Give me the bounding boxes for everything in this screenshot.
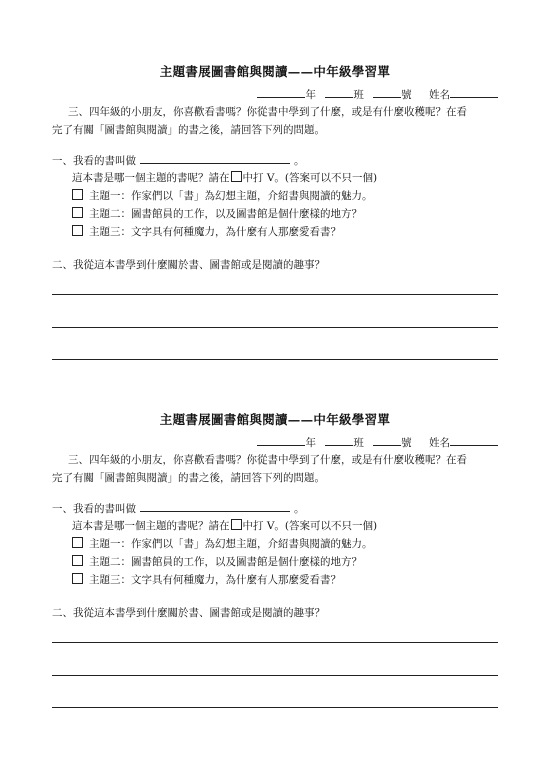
instruction-before: 這本書是哪一個主題的書呢？請在 <box>72 520 230 532</box>
book-title-blank[interactable] <box>140 500 290 512</box>
question-2: 二、我從這本書學到什麼關於書、圖書館或是閱讀的趣事？ <box>52 607 325 619</box>
grade-label: 年 <box>305 437 316 449</box>
grade-label: 年 <box>305 89 316 101</box>
seat-label: 號 <box>401 89 412 101</box>
option-1 <box>72 536 373 551</box>
intro-line-1: 三、四年級的小朋友，你喜歡看書嗎？你從書中學到了什麼，或是有什麼收穫呢？在看 <box>68 106 467 118</box>
seat-label: 號 <box>401 437 412 449</box>
worksheet-bottom <box>0 348 550 728</box>
option-3-label: 主題三：文字具有何種魔力，為什麼有人那麼愛看書？ <box>89 226 341 238</box>
instruction-after: 中打 V。(答案可以不只一個) <box>242 172 378 184</box>
inline-checkbox-icon <box>231 171 242 182</box>
name-blank[interactable] <box>450 434 498 446</box>
worksheet-title: 主題書展圖書館與閱讀——中年級學習單 <box>159 64 391 79</box>
seat-blank[interactable] <box>373 86 401 98</box>
intro-line-2: 完了有關「圖書館與閱讀」的書之後，請回答下列的問題。 <box>52 124 325 136</box>
option-3 <box>72 572 341 587</box>
grade-blank[interactable] <box>257 434 305 446</box>
question-1-end: 。 <box>294 503 305 515</box>
name-label: 姓名 <box>429 89 450 101</box>
answer-line-3[interactable] <box>52 707 498 708</box>
answer-line-1[interactable] <box>52 642 498 643</box>
question-1-instruction <box>72 518 377 533</box>
option-3-checkbox[interactable] <box>72 573 83 584</box>
question-1 <box>52 152 305 168</box>
option-1-label: 主題一：作家們以「書」為幻想主題，介紹書與閱讀的魅力。 <box>89 538 373 550</box>
option-3 <box>72 224 341 239</box>
option-1-checkbox[interactable] <box>72 189 83 200</box>
option-2 <box>72 206 362 221</box>
answer-line-2[interactable] <box>52 327 498 328</box>
class-label: 班 <box>353 89 364 101</box>
class-info-line <box>257 434 498 450</box>
worksheet-top <box>0 0 550 380</box>
question-1-label: 一、我看的書叫做 <box>52 503 136 515</box>
option-1-label: 主題一：作家們以「書」為幻想主題，介紹書與閱讀的魅力。 <box>89 190 373 202</box>
option-2-checkbox[interactable] <box>72 555 83 566</box>
inline-checkbox-icon <box>231 519 242 530</box>
option-1 <box>72 188 373 203</box>
intro-line-2: 完了有關「圖書館與閱讀」的書之後，請回答下列的問題。 <box>52 472 325 484</box>
seat-blank[interactable] <box>373 434 401 446</box>
answer-line-2[interactable] <box>52 675 498 676</box>
option-2 <box>72 554 362 569</box>
instruction-after: 中打 V。(答案可以不只一個) <box>242 520 378 532</box>
instruction-before: 這本書是哪一個主題的書呢？請在 <box>72 172 230 184</box>
book-title-blank[interactable] <box>140 152 290 164</box>
intro-paragraph <box>52 451 502 487</box>
option-1-checkbox[interactable] <box>72 537 83 548</box>
grade-blank[interactable] <box>257 86 305 98</box>
name-label: 姓名 <box>429 437 450 449</box>
question-1-end: 。 <box>294 155 305 167</box>
question-1 <box>52 500 305 516</box>
option-2-label: 主題二：圖書館員的工作，以及圖書館是個什麼樣的地方？ <box>89 556 362 568</box>
question-1-instruction <box>72 170 377 185</box>
class-label: 班 <box>353 437 364 449</box>
class-blank[interactable] <box>325 86 353 98</box>
option-3-label: 主題三：文字具有何種魔力，為什麼有人那麼愛看書？ <box>89 574 341 586</box>
worksheet-title: 主題書展圖書館與閱讀——中年級學習單 <box>159 412 391 427</box>
answer-line-1[interactable] <box>52 294 498 295</box>
class-blank[interactable] <box>325 434 353 446</box>
option-2-checkbox[interactable] <box>72 207 83 218</box>
intro-line-1: 三、四年級的小朋友，你喜歡看書嗎？你從書中學到了什麼，或是有什麼收穫呢？在看 <box>68 454 467 466</box>
name-blank[interactable] <box>450 86 498 98</box>
option-2-label: 主題二：圖書館員的工作，以及圖書館是個什麼樣的地方？ <box>89 208 362 220</box>
option-3-checkbox[interactable] <box>72 225 83 236</box>
question-1-label: 一、我看的書叫做 <box>52 155 136 167</box>
class-info-line <box>257 86 498 102</box>
intro-paragraph <box>52 103 502 139</box>
question-2: 二、我從這本書學到什麼關於書、圖書館或是閱讀的趣事？ <box>52 259 325 271</box>
